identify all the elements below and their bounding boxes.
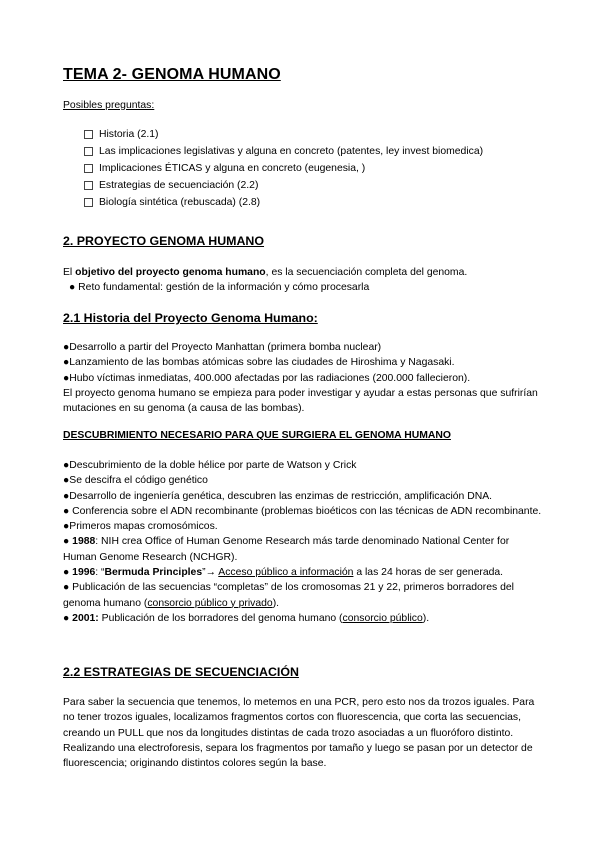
checklist-item-label: Las implicaciones legislativas y alguna en concreto (patentes, ley invest biomedica) xyxy=(99,146,484,157)
checkbox-icon[interactable] xyxy=(84,130,93,139)
year-2001: ● 2001: xyxy=(63,612,99,624)
history-bullet: ●Desarrollo a partir del Proyecto Manhattan (primera bomba nuclear) xyxy=(63,342,382,353)
checkbox-icon[interactable] xyxy=(84,181,93,190)
year-1996: ● 1996 xyxy=(63,567,96,579)
discovery-item-1996 xyxy=(63,565,543,580)
history-bullet: ●Hubo víctimas inmediatas, 400.000 afectadas por las radiaciones (200.000 fallecieron). xyxy=(63,372,471,384)
page-title: TEMA 2- GENOMA HUMANO xyxy=(63,66,281,83)
public-consortium-text: consorcio público xyxy=(342,612,423,624)
publication-end: ). xyxy=(272,597,280,609)
sequencing-paragraph: Para saber la secuencia que tenemos, lo metemos en una PCR, pero esto nos da trozos iguales. Para no tener trozos iguales, localizamos fragmentos cortos con fluorescencia, que corta las secuencias, creando un PULL que nos da longitudes distintas de cada trozo asociadas a un fluoróforo distinto. xyxy=(63,697,535,739)
item-2001-text: Publicación de los borradores del genoma humano ( xyxy=(98,612,343,624)
section-2-intro xyxy=(63,265,543,280)
intro-text-end: , es la secuenciación completa del genoma. xyxy=(265,267,468,278)
checklist-item[interactable] xyxy=(84,126,483,143)
checklist-item-label: Estrategias de secuenciación (2.2) xyxy=(99,180,259,191)
checklist-item[interactable] xyxy=(84,143,483,160)
discovery-body xyxy=(63,458,543,626)
checkbox-icon[interactable] xyxy=(84,198,93,207)
bermuda-principles: Bermuda Principles xyxy=(104,567,203,579)
section-2-body xyxy=(63,265,543,296)
item-1996-arrow: ”→ xyxy=(202,567,219,579)
discovery-item: ● Conferencia sobre el ADN recombinante (problemas bioéticos con las técnicas de ADN recombinante. xyxy=(63,505,542,517)
item-2001-end: ). xyxy=(422,612,430,624)
history-paragraph: El proyecto genoma humano se empieza para poder investigar y ayudar a estas personas que sufrirían mutaciones en su genoma (a causa de las bombas). xyxy=(63,387,538,415)
checklist-item[interactable] xyxy=(84,194,483,211)
section-2-2-heading: 2.2 ESTRATEGIAS DE SECUENCIACIÓN xyxy=(63,665,299,679)
checklist-item-label: Biología sintética (rebuscada) (2.8) xyxy=(99,197,261,208)
discovery-item: ●Primeros mapas cromosómicos. xyxy=(63,521,218,533)
checklist-item-label: Implicaciones ÉTICAS y alguna en concreto (eugenesia, ) xyxy=(99,163,366,174)
checklist-item[interactable] xyxy=(84,177,483,194)
checklist-item-label: Historia (2.1) xyxy=(99,129,159,140)
discovery-heading: DESCUBRIMIENTO NECESARIO PARA QUE SURGIERA EL GENOMA HUMANO xyxy=(63,430,451,441)
item-1988-text: : NIH crea Office of Human Genome Research más tarde denominado National Center for Human Genome Research (NCHGR). xyxy=(63,536,510,563)
discovery-item-1988 xyxy=(63,534,543,565)
discovery-item-publication xyxy=(63,580,543,611)
item-1996-end: a las 24 horas de ser generada. xyxy=(353,567,504,579)
question-checklist xyxy=(84,126,483,211)
possible-questions-label: Posibles preguntas: xyxy=(63,100,155,111)
discovery-item: ●Se descifra el código genético xyxy=(63,475,208,487)
sequencing-paragraph: Realizando una electroforesis, separa los fragmentos por tamaño y luego se pasan por un detector de fluorescencia; originando distintos colores según la base. xyxy=(63,742,533,770)
section-2-1-body xyxy=(63,340,543,416)
section-2-1-heading: 2.1 Historia del Proyecto Genoma Humano: xyxy=(63,311,318,325)
discovery-item: ●Desarrollo de ingeniería genética, descubren las enzimas de restricción, amplificación DNA. xyxy=(63,490,493,502)
item-1996-text: : “ xyxy=(95,567,105,579)
section-2-bullet: ● Reto fundamental: gestión de la información y cómo procesarla xyxy=(69,282,370,294)
intro-bold-text: objetivo del proyecto genoma humano xyxy=(75,267,266,278)
intro-text: El xyxy=(63,267,76,278)
checklist-item[interactable] xyxy=(84,160,483,177)
year-1988: ● 1988 xyxy=(63,536,96,548)
section-2-heading: 2. PROYECTO GENOMA HUMANO xyxy=(63,234,265,248)
section-2-2-body xyxy=(63,695,543,771)
consortium-text: consorcio público y privado xyxy=(147,597,273,609)
discovery-item: ●Descubrimiento de la doble hélice por parte de Watson y Crick xyxy=(63,460,357,471)
discovery-item-2001 xyxy=(63,611,543,626)
checkbox-icon[interactable] xyxy=(84,164,93,173)
public-access-text: Acceso público a información xyxy=(218,567,354,579)
checkbox-icon[interactable] xyxy=(84,147,93,156)
history-bullet: ●Lanzamiento de las bombas atómicas sobre las ciudades de Hiroshima y Nagasaki. xyxy=(63,357,455,369)
publication-text: ● Publicación de las secuencias “completas” de los cromosomas 21 y 22, primeros borradores del genoma humano ( xyxy=(63,582,514,609)
